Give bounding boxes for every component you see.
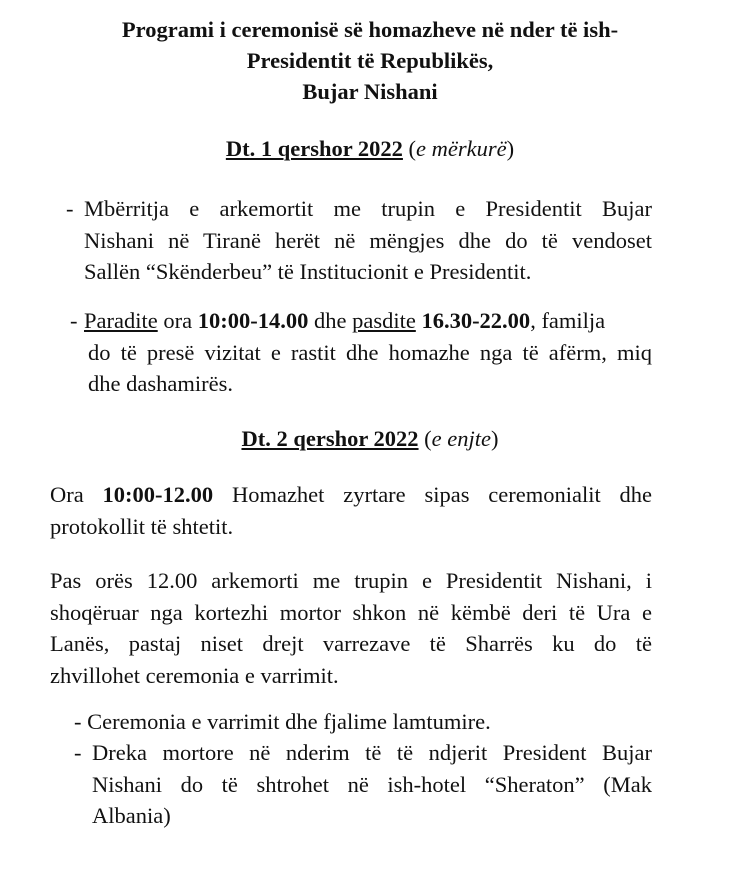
- procession-line-2: shoqëruar nga kortezhi mortor shkon në këmbë deri të Ura e: [50, 599, 652, 625]
- day1-heading: Dt. 1 qershor 2022 (e mërkurë): [225, 136, 515, 161]
- document-title: [0, 14, 740, 107]
- bullet-dash: -: [66, 196, 74, 221]
- day1-weekday: e mërkurë: [416, 136, 507, 161]
- day2-date: Dt. 2 qershor 2022: [241, 426, 419, 451]
- day2-procession: [50, 565, 652, 691]
- arrival-line-2: Nishani në Tiranë herët në mëngjes dhe do të vendoset: [84, 227, 652, 253]
- morning-hours: 10:00-14.00: [197, 308, 309, 333]
- visits-line-2: do të presë vizitat e rastit dhe homazhe nga të afërm, miq: [88, 339, 652, 365]
- official-hours: 10:00-12.00: [102, 482, 214, 507]
- visits-line-3: dhe dashamirës.: [88, 371, 233, 396]
- lunch-line-2: Nishani do të shtrohet në ish-hotel “Sheraton” (Mak: [92, 771, 652, 797]
- day2-weekday: e enjte: [431, 426, 492, 451]
- morning-label: Paradite: [84, 308, 158, 333]
- procession-line-3: Lanës, pastaj niset drejt varrezave të Sharrës ku do të: [50, 631, 652, 656]
- day1-date: Dt. 1 qershor 2022: [225, 136, 403, 161]
- burial-text: Ceremonia e varrimit dhe fjalime lamtumire.: [81, 709, 491, 734]
- procession-line-1: Pas orës 12.00 arkemorti me trupin e Presidentit Nishani, i: [50, 568, 652, 593]
- lunch-line-1: Dreka mortore në nderim të të ndjerit President Bujar: [92, 740, 652, 765]
- bullet-dash: -: [74, 740, 82, 765]
- bullet-dash: -: [74, 709, 82, 734]
- title-line-2: Presidentit të Republikës,: [246, 48, 494, 73]
- official-line-2: protokollit të shtetit.: [50, 513, 234, 539]
- day2-heading: Dt. 2 qershor 2022 (e enjte): [241, 426, 499, 451]
- title-line-3: Bujar Nishani: [302, 79, 438, 104]
- day2-item-burial: [74, 706, 652, 738]
- arrival-line-3: Sallën “Skënderbeu” të Institucionit e Presidentit.: [84, 259, 532, 284]
- day2-official-homage: Ora 10:00-12.00 Homazhet zyrtare sipas ceremonialit dhe protokollit të shtetit.: [50, 479, 652, 542]
- day1-item-visits: - Paradite ora 10:00-14.00 dhe pasdite 16.30-22.00, familja do të presë vizitat e rastit dhe homazhe nga të afërm, miq dhe dashamirës.: [70, 305, 652, 400]
- bullet-dash: -: [70, 308, 78, 333]
- day1-item-arrival: [66, 193, 652, 288]
- procession-line-4: zhvillohet ceremonia e varrimit.: [50, 662, 339, 688]
- arrival-line-1: Mbërritja e arkemortit me trupin e Presidentit Bujar: [84, 196, 652, 221]
- lunch-line-3: Albania): [92, 803, 171, 828]
- title-line-1: Programi i ceremonisë së homazheve në nder të ish-: [121, 17, 619, 42]
- day2-item-lunch: [74, 737, 652, 832]
- afternoon-label: pasdite: [352, 308, 416, 333]
- afternoon-hours: 16.30-22.00: [421, 308, 531, 333]
